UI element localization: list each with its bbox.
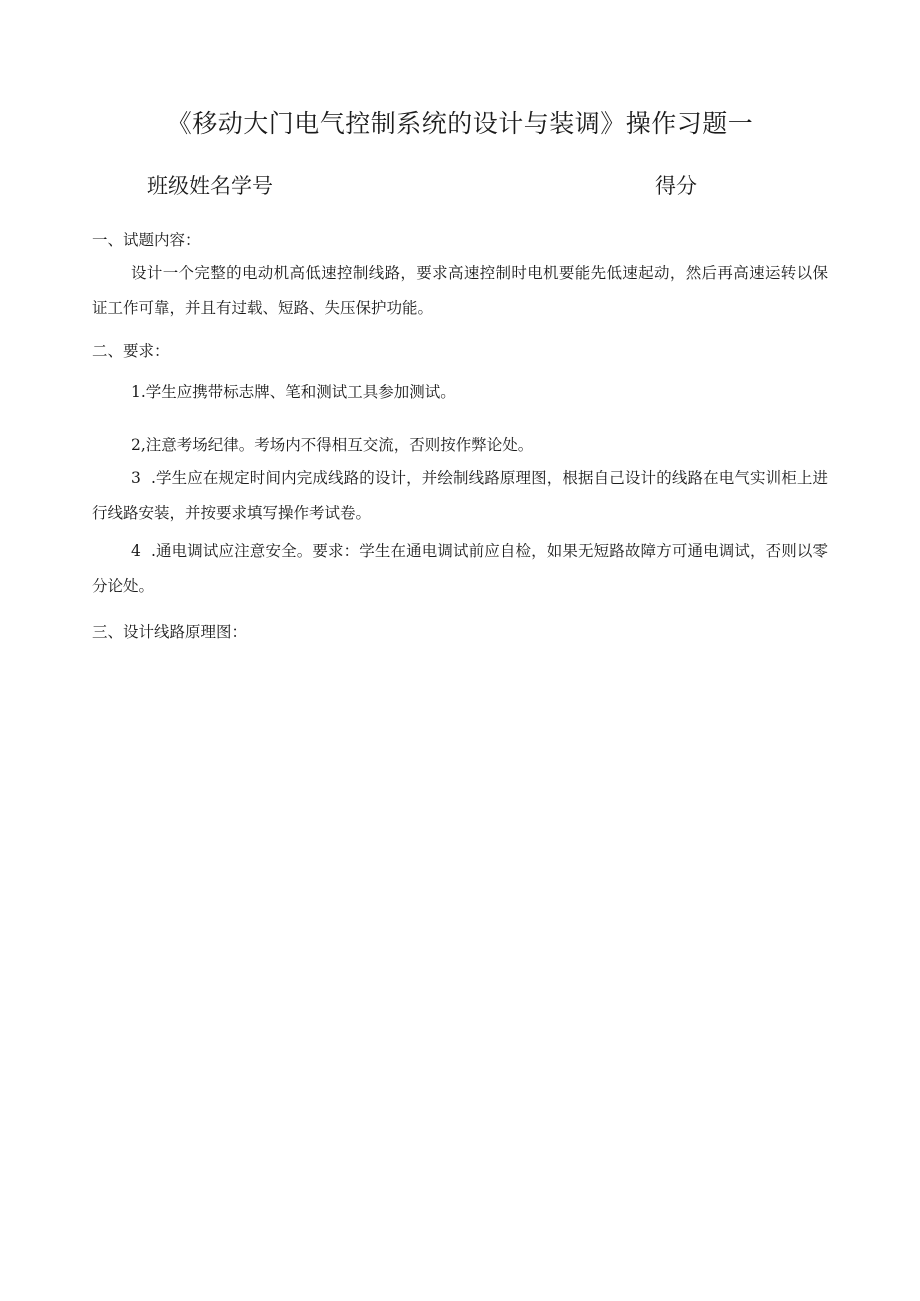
class-name-id-label: 班级姓名学号	[147, 174, 273, 198]
requirement-item-3: 3 .学生应在规定时间内完成线路的设计，并绘制线路原理图，根据自己设计的线路在电气实训柜上进行线路安装，并按要求填写操作考试卷。	[92, 469, 828, 522]
schematic-drawing-area	[92, 660, 828, 1220]
requirement-item-2: 2,注意考场纪律。考场内不得相互交流，否则按作弊论处。	[131, 436, 534, 454]
section-heading-content: 一、试题内容：	[92, 231, 201, 249]
requirement-item-1: 1.学生应携带标志牌、笔和测试工具参加测试。	[131, 383, 456, 401]
requirement-item-4: 4 .通电调试应注意安全。要求：学生在通电调试前应自检，如果无短路故障方可通电调试，否则以零分论处。	[92, 542, 828, 595]
section-heading-requirements: 二、要求：	[92, 342, 170, 360]
score-label: 得分	[655, 174, 697, 198]
document-title: 《移动大门电气控制系统的设计与装调》操作习题一	[166, 109, 754, 138]
section-heading-schematic: 三、设计线路原理图：	[92, 623, 248, 641]
exam-content-paragraph: 设计一个完整的电动机高低速控制线路，要求高速控制时电机要能先低速起动，然后再高速运转以保证工作可靠，并且有过载、短路、失压保护功能。	[92, 264, 828, 317]
